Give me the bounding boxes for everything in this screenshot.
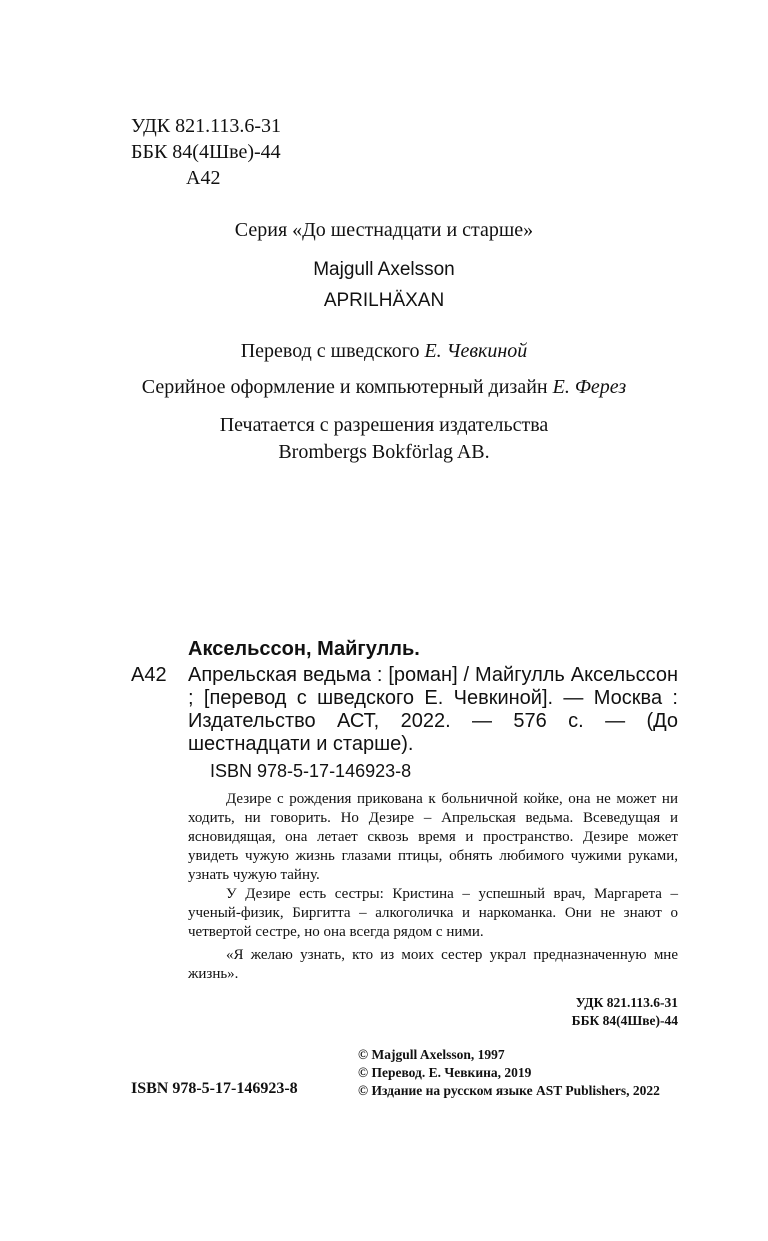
permission-line-1: Печатается с разрешения издательства [219,414,549,436]
author-mark: А42 [186,167,221,189]
catalog-author-mark: А42 [131,664,167,686]
annotation-paragraph-2: У Дезире есть сестры: Кристина – успешный врач, Маргарета – ученый-физик, Биргитта – алкоголичка и наркоманка. Они не знают о четвертой сестре, но она всегда рядом с ними. [188,886,678,940]
translator-name: Е. Чевкиной [424,340,528,362]
copyright-notices [358,1046,660,1100]
footer-classification-codes [508,994,678,1030]
designer-name: Е. Ферез [552,376,627,398]
design-credit [0,376,768,399]
catalog-description: Апрельская ведьма : [роман] / Майгулль Аксельссон ; [перевод с шведского Е. Чевкиной]. — Москва : Издательство АСТ, 2022. — 576 с. — (До шестнадцати и старше). [188,664,678,755]
design-prefix: Серийное оформление и компьютерный дизайн [141,376,553,398]
original-author: Majgull Axelsson [313,259,455,280]
catalog-author-heading: Аксельссон, Майгулль. [188,638,420,660]
footer-bbk-code: ББК 84(4Шве)-44 [571,1013,678,1028]
translator-credit [0,340,768,363]
original-title: APRILHÄXAN [323,290,445,311]
translator-prefix: Перевод с шведского [240,340,425,362]
footer-udk-code: УДК 821.113.6-31 [575,995,678,1010]
annotation-quote: «Я желаю узнать, кто из моих сестер украл предназначенную мне жизнь». [188,947,678,982]
classification-codes [131,113,281,191]
series-title: Серия «До шестнадцати и старше» [234,219,534,241]
copyright-line: © Издание на русском языке AST Publishers, 2022 [358,1083,660,1098]
copyright-line: © Majgull Axelsson, 1997 [358,1047,505,1062]
bbk-code: ББК 84(4Шве)-44 [131,141,281,163]
permission-notice [0,412,768,466]
annotation-paragraph-1: Дезире с рождения прикована к больничной койке, она не может ни ходить, ни говорить. Но Дезире – Апрельская ведьма. Всеведущая и ясновидящая, она летает сквозь время и пространство. Дезире может увидеть чужую жизнь глазами птицы, обнять любимого чужими руками, узнать чужую тайну. [188,791,678,883]
udk-code: УДК 821.113.6-31 [131,115,282,137]
permission-line-2: Brombergs Bokförlag AB. [278,441,490,463]
copyright-line: © Перевод. Е. Чевкина, 2019 [358,1065,532,1080]
annotation [188,790,678,984]
footer-isbn: ISBN 978-5-17-146923-8 [131,1080,298,1097]
catalog-isbn: ISBN 978-5-17-146923-8 [210,761,412,781]
